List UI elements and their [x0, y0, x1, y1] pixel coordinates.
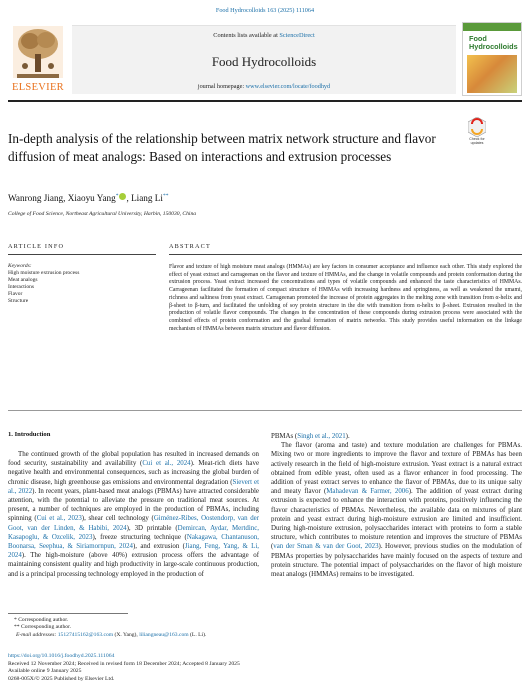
footnote-divider — [8, 613, 128, 614]
footnotes — [8, 617, 308, 639]
keyword-item: High moisture extrusion process — [8, 270, 80, 276]
email-owner: (L. Li). — [188, 631, 207, 638]
keyword-item: Structure — [8, 298, 29, 304]
check-for-updates-icon — [468, 117, 486, 137]
keyword-item: Interactions — [8, 284, 34, 290]
body-text: ). The addition of yeast extract during extrusion is expected to enhance the interaction with proteins, positively influencing the flavor characteristics of PBMAs. Nevertheless, the available data on mixtures of plant protein and yeast extract during high-moisture extrusion are limited and insufficient. During high-moisture extrusion, polysaccharides interact with proteins to form a stable structure, which contributes to moisture retention and improves the structure of PBMAs ( — [271, 488, 523, 551]
body-text: The flavor (aroma and taste) and texture modulation are challenges for PBMAs. Mixing two or more ingredients to improve the flavor and texture of PBMAs has been actively research in the field of high-moisture extrusion. Yeast extract is a natural extract obtained from edible yeast, often used as a flavor enhancer in food processing. The addition of yeast extract serves to enhance the flavor of PBMAs, due to its unique salty and meaty flavor ( — [271, 442, 522, 496]
corresponding-mark[interactable]: * — [115, 193, 119, 199]
citation-link[interactable]: Jiang, Feng, Yang, & Li, 2024 — [8, 543, 259, 560]
body-text: ). — [345, 433, 350, 440]
citation-link[interactable]: Demircan, Aydar, Mertdinc, Kasapoglu, & Ozcelik, 2023 — [8, 524, 260, 541]
masthead-divider — [8, 100, 522, 102]
keywords-list — [8, 270, 79, 305]
body-text: ), shear cell technology ( — [81, 515, 154, 523]
affiliation: College of Food Science, Northeast Agricultural University, Harbin, 150030, China — [8, 211, 197, 217]
body-column-left — [8, 450, 259, 579]
check-for-updates-label — [460, 137, 494, 145]
body-text: ), freeze structuring technique ( — [92, 533, 187, 541]
body-column-right — [271, 432, 522, 579]
footnote-emails — [8, 632, 308, 639]
cover-image — [467, 55, 517, 93]
citation-link[interactable]: Singh et al., 2021 — [297, 433, 346, 440]
homepage-line — [72, 83, 456, 90]
email-link[interactable]: liliangneau@163.com — [139, 631, 189, 638]
citation-link[interactable]: van der Sman & van der Goot, 2023 — [273, 543, 379, 551]
body-paragraph — [271, 432, 522, 441]
check-updates-line2: updates — [470, 141, 484, 145]
body-paragraph — [271, 441, 522, 579]
body-text: ). In recent years, plant-based meat analogs (PBMAs) have attracted considerable attention, with the potential to alleviate the pressure on traditional meat sources. At present, a number of techniques are employed in the production of PBMAs, including spinning ( — [8, 487, 259, 523]
article-info-divider — [8, 254, 156, 255]
keyword-item: Flavor — [8, 291, 23, 297]
doi-link[interactable]: https://doi.org/10.1016/j.foodhyd.2025.111064 — [8, 653, 115, 659]
body-text: ). However, previous studies on the modulation of PBMAs properties by polysaccharides have mainly focused on the aspects of texture and protein structure. The potential impact of polysaccharides on the flavor of high moisture meat analogs (HMMAs) remains to be investigated. — [271, 543, 522, 579]
citation-link[interactable]: Cui et al., 2023 — [36, 515, 82, 523]
email-owner: (X. Yang), — [113, 631, 140, 638]
masthead-banner — [72, 25, 456, 94]
author-name[interactable]: Xiaoyu Yang — [67, 193, 116, 204]
journal-masthead — [8, 22, 522, 96]
section-heading-introduction: 1. Introduction — [8, 431, 51, 438]
homepage-prefix: journal homepage: — [197, 83, 246, 90]
contents-prefix: Contents lists available at — [213, 32, 280, 39]
cover-band — [463, 23, 521, 31]
check-updates-line1: Check for — [469, 137, 485, 141]
publisher-wordmark: ELSEVIER — [12, 82, 64, 93]
author-list: Wanrong Jiang, Xiaoyu Yang* , Liang Li** — [8, 193, 169, 204]
homepage-link[interactable]: www.elsevier.com/locate/foodhyd — [245, 83, 331, 90]
online-date: Available online 9 January 2025 — [8, 668, 82, 674]
abstract-text: Flavor and texture of high moisture meat analogs (HMMAs) are key factors in consumer acceptance and influence each other. This study explored the effect of yeast extract and carrageenan on the flavor and texture of HMMAs, and the change in volatile compounds and protein conformation during the extrusion process. Yeast extract increased the concentrations and types of volatile compounds and enhanced the taste characteristics of HMMAs. Carrageenan facilitated the formation of compact structure of HMMAs with increasing hardness and springiness, as well as weakened the umami, richness and saltiness from yeast extract. Carrageenan promoted the increase of protein aggregates in the melting zone with transition from α-helix and β-sheet to β-turn, and facilitated the unfolding of soy protein structure in the die with transition from α-helix to β-sheet. Extrusion resulted in the production of volatile flavor compounds. The changes in the concentration of these compounds during extrusion process were associated with the combined effects of protein conformation and the gradual formation of matrix networks. This study provides useful information on the linkage mechanism of HMMAs between matrix structure and flavor diffusion. — [169, 264, 522, 332]
running-header[interactable]: Food Hydrocolloids 163 (2025) 111064 — [215, 7, 315, 14]
keyword-item: Meat analogs — [8, 277, 38, 283]
body-text: ). The high-moisture (above 40%) extrusion process offers the advantage of maintaining consistent quality and high productivity in large-scale continuous production, and is a principal processing technology employed in the production of — [8, 552, 259, 578]
email-label: E-mail addresses: — [16, 631, 57, 638]
body-paragraph — [8, 450, 259, 579]
copyright-line: 0268-005X/© 2025 Published by Elsevier Ltd. — [8, 675, 115, 682]
check-for-updates-button[interactable] — [460, 117, 494, 151]
journal-title[interactable]: Food Hydrocolloids — [211, 54, 317, 69]
body-text: ), 3D printable ( — [126, 524, 178, 532]
cover-title — [469, 35, 518, 51]
sciencedirect-link[interactable]: ScienceDirect — [279, 32, 315, 39]
body-text: ). Meat-rich diets have negative health and environmental consequences, such as increasing the global burden of chronic disease, high greenhouse gas emissions and environmental degradation ( — [8, 460, 259, 486]
journal-cover-thumbnail[interactable] — [462, 22, 522, 96]
citation-link[interactable]: Giménez-Ribes, Oostendorp, van der Goot, van der Linden, & Habibi, 2024 — [8, 515, 259, 532]
elsevier-logo[interactable] — [8, 22, 68, 96]
elsevier-tree-icon — [13, 26, 63, 78]
body-text: PBMAs ( — [271, 433, 298, 440]
article-title: In-depth analysis of the relationship between matrix network structure and flavor diffusion of meat analogs: Based on interactions and extrusion processes — [8, 131, 436, 164]
publication-history: Received 12 November 2024; Received in revised form 18 December 2024; Accepted 8 January 2025 — [8, 660, 240, 667]
abstract-divider — [169, 254, 522, 255]
footnote-corresponding-2: ** Corresponding author. — [14, 624, 72, 631]
contents-line — [72, 32, 456, 39]
publication-info — [8, 653, 522, 683]
author-name[interactable]: Liang Li — [131, 193, 163, 204]
citation-link[interactable]: Mahadevan & Farmer, 2006 — [326, 488, 409, 496]
keywords-label: Keywords: — [8, 263, 32, 269]
body-text: The continued growth of the global population has resulted in increased demands on food security, sustainability and availability ( — [8, 451, 259, 468]
footnote-corresponding-1: * Corresponding author. — [14, 617, 69, 623]
citation-link[interactable]: Cui et al., 2024 — [142, 460, 191, 468]
body-text: ), and extrusion ( — [132, 543, 185, 551]
corresponding-mark[interactable]: ** — [162, 193, 169, 199]
author-name[interactable]: Wanrong Jiang — [8, 193, 64, 204]
cover-title-line1: Food — [469, 34, 487, 43]
article-info-heading: ARTICLE INFO — [8, 243, 65, 250]
citation-link[interactable]: Nakagawa, Chantanuson, Boonarsa, Seephua, & Siriamornpun, 2024 — [8, 533, 259, 551]
citation-link[interactable]: Sievert et al., 2022 — [8, 478, 259, 495]
abstract-heading: ABSTRACT — [169, 243, 211, 250]
abstract-bottom-divider — [8, 410, 522, 411]
cover-title-line2: Hydrocolloids — [469, 42, 518, 51]
email-link[interactable]: 15127415162@163.com — [57, 631, 114, 638]
